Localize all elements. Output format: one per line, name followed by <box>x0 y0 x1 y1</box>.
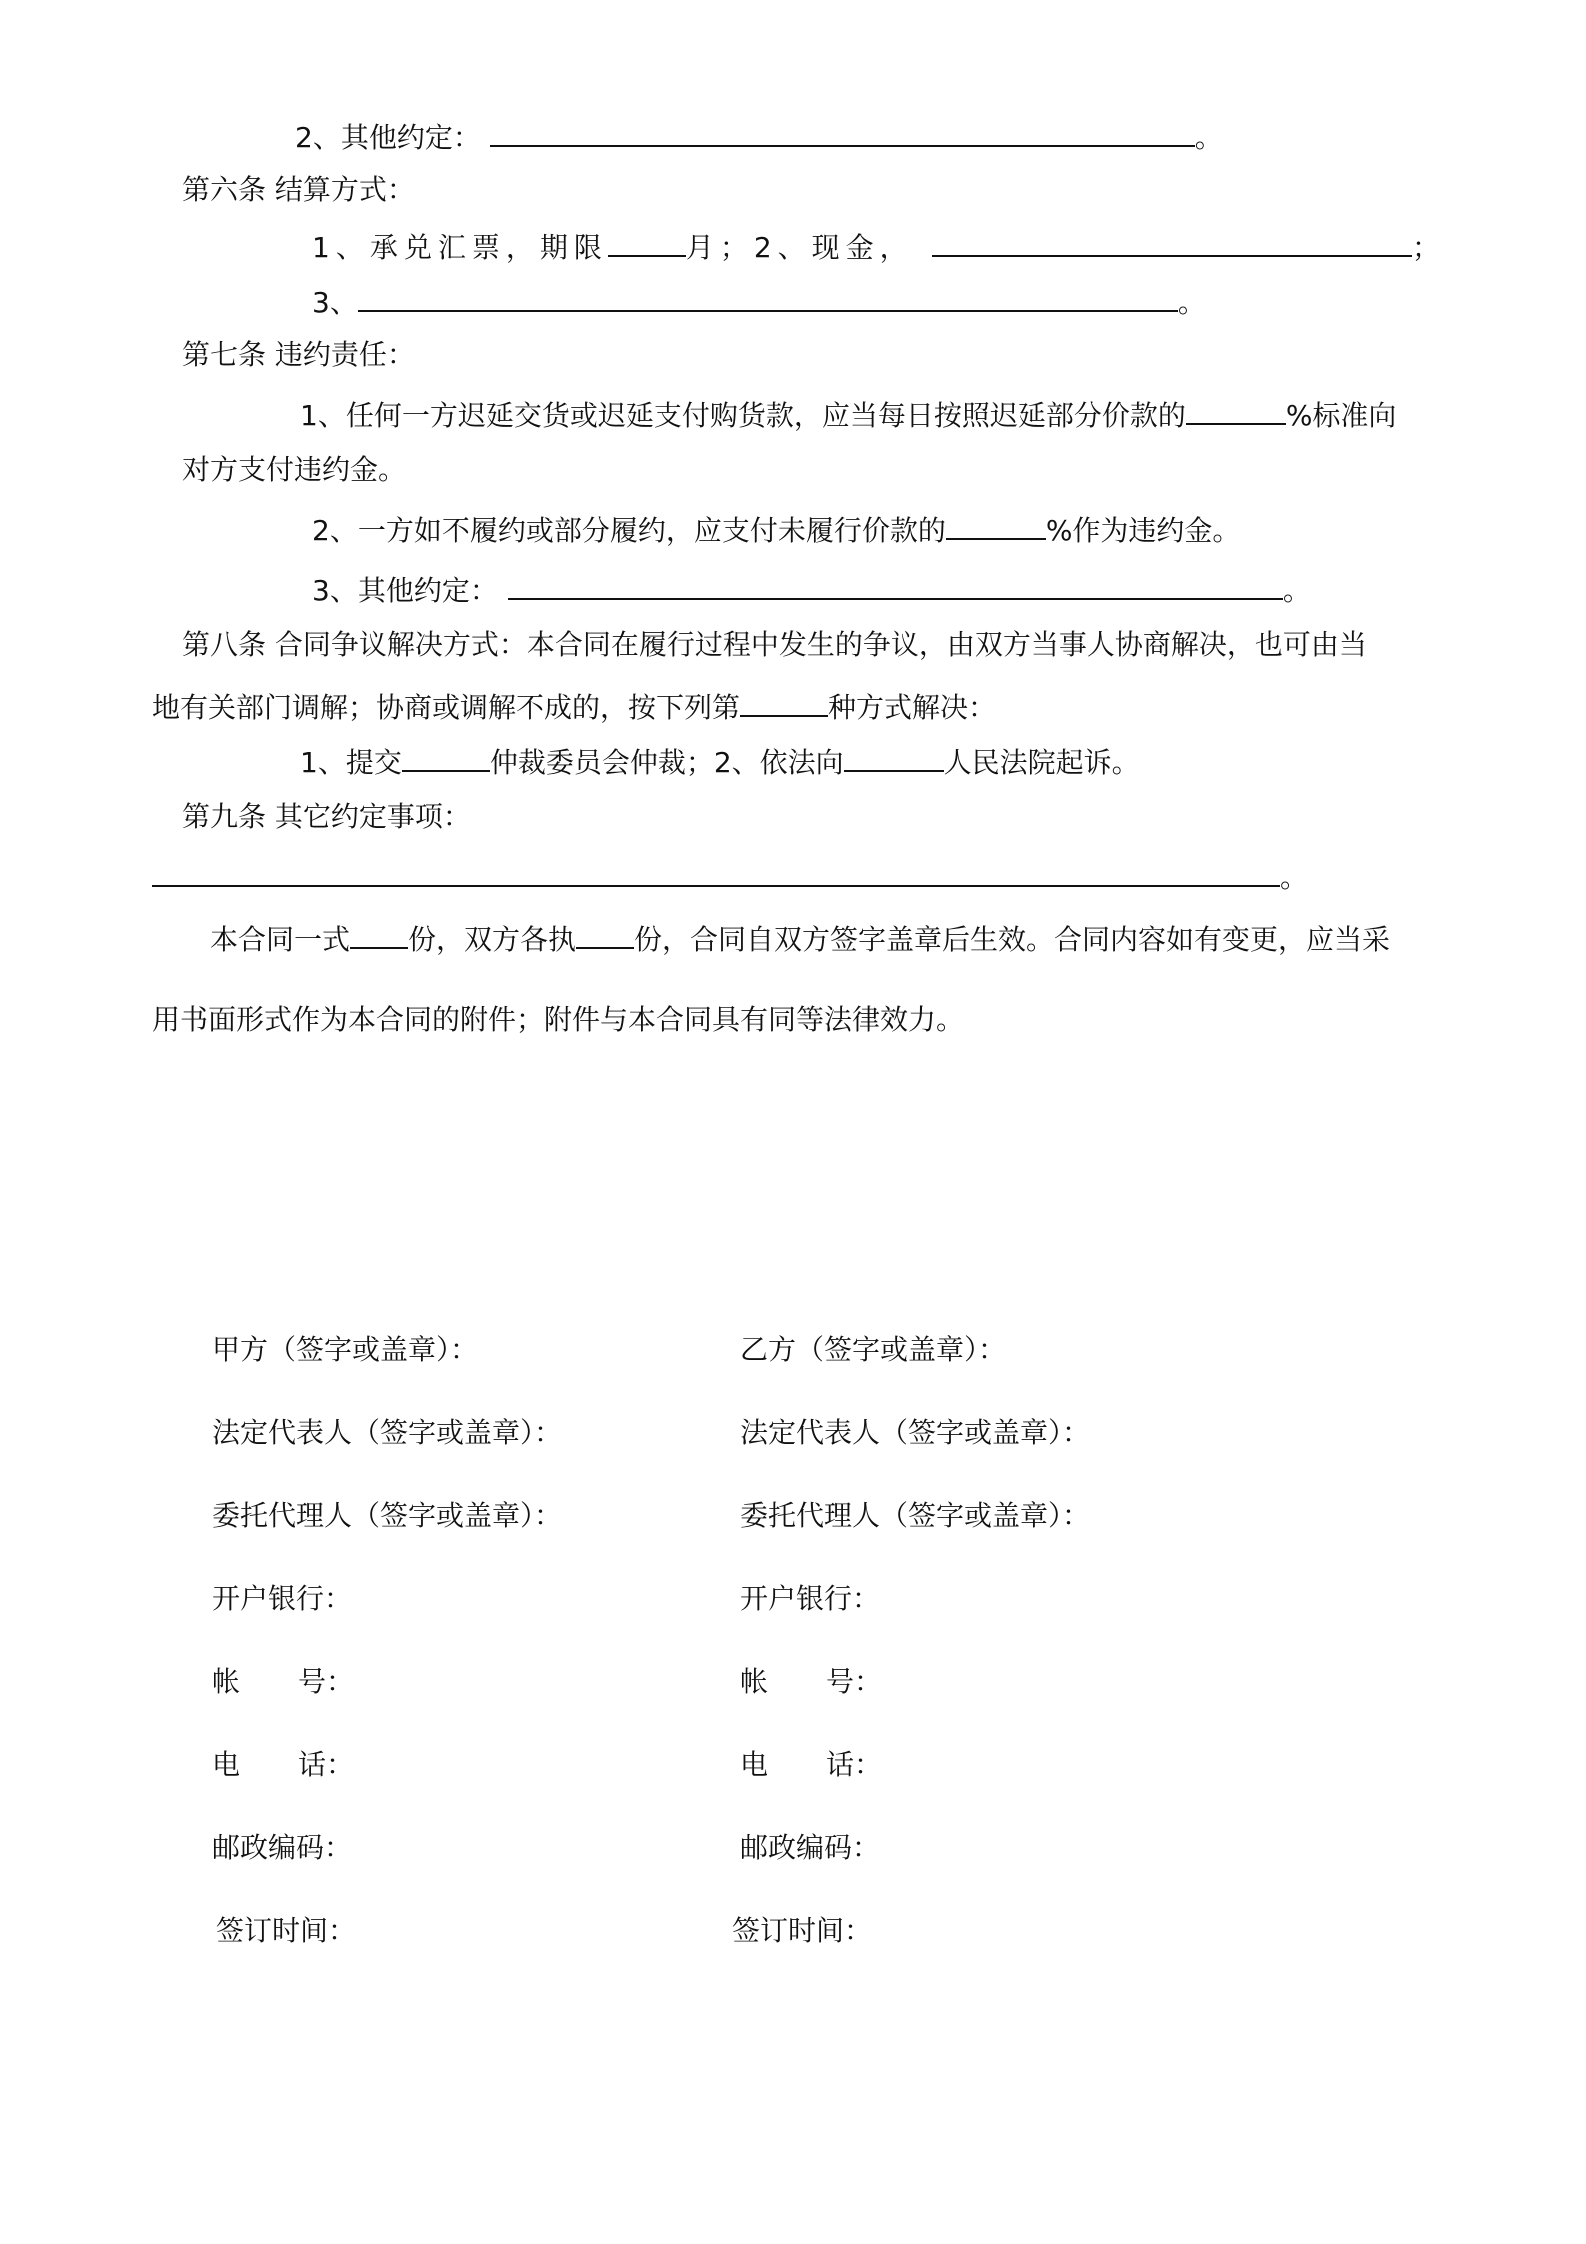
party-a-phone <box>212 1745 354 1785</box>
delay-penalty-text: 1、任何一方迟延交货或迟延支付购货款，应当每日按照迟延部分价款的 <box>300 399 1186 432</box>
article-6-item-1 <box>312 225 914 265</box>
party-a-agent: 委托代理人（签字或盖章）： <box>212 1499 563 1532</box>
article-7-item-1-cont: 对方支付违约金。 <box>182 453 407 486</box>
breach-penalty-rate-blank[interactable] <box>946 508 1046 540</box>
other-terms-blank[interactable] <box>490 115 1195 147</box>
cash-label: 月；2、现金， <box>685 231 914 264</box>
cash-end: ； <box>1412 231 1441 264</box>
other-terms-label: 2、其他约定： <box>295 121 481 154</box>
article-7-other-label: 3、其他约定： <box>312 574 498 607</box>
arbitration-label: 1、提交 <box>300 746 402 779</box>
dispute-method-text: 地有关部门调解；协商或调解不成的，按下列第 <box>152 691 741 724</box>
party-a-phone-char-1: 电 <box>212 1748 241 1781</box>
article-9-end: 。 <box>1280 861 1309 894</box>
copies-effect-text: 份，合同自双方签字盖章后生效。合同内容如有变更，应当采 <box>634 923 1391 956</box>
copies-line-cont: 用书面形式作为本合同的附件；附件与本合同具有同等法律效力。 <box>152 1003 965 1036</box>
article-8-text-2 <box>152 685 996 725</box>
party-b-legal-rep: 法定代表人（签字或盖章）： <box>740 1416 1091 1449</box>
article-8-item-1 <box>300 740 1140 780</box>
party-b-sign-date: 签订时间： <box>732 1914 873 1947</box>
article-9-blank[interactable] <box>152 855 1280 887</box>
breach-penalty-text: 2、一方如不履约或部分履约，应支付未履行价款的 <box>312 514 946 547</box>
copies-line <box>210 917 1390 957</box>
party-b-phone-char-2: 话： <box>826 1748 883 1781</box>
court-suffix: 人民法院起诉。 <box>943 746 1140 779</box>
acceptance-bill-label: 1、承兑汇票，期限 <box>312 231 608 264</box>
cash-blank-line <box>932 225 1440 265</box>
arbitration-blank[interactable] <box>402 740 490 772</box>
cash-blank[interactable] <box>932 225 1412 257</box>
copies-each-blank[interactable] <box>576 917 634 949</box>
article-6-title: 第六条 结算方式： <box>182 173 415 206</box>
party-a-phone-char-2: 话： <box>298 1748 355 1781</box>
article-8-text-1: 第八条 合同争议解决方式：本合同在履行过程中发生的争议，由双方当事人协商解决，也可由当 <box>182 628 1367 661</box>
other-terms-end: 。 <box>1194 121 1223 154</box>
article-7-other-blank[interactable] <box>508 568 1283 600</box>
court-blank[interactable] <box>844 740 944 772</box>
article-6-item-3 <box>312 280 1206 320</box>
item-3-label: 3、 <box>312 286 358 319</box>
article-7-title: 第七条 违约责任： <box>182 338 415 371</box>
article-9-title: 第九条 其它约定事项： <box>182 800 471 833</box>
party-b-bank: 开户银行： <box>740 1582 881 1615</box>
item-3-blank[interactable] <box>358 280 1178 312</box>
item-3-end: 。 <box>1177 286 1206 319</box>
party-a-account <box>212 1662 354 1702</box>
party-b-account <box>740 1662 882 1702</box>
party-a-sign-date: 签订时间： <box>216 1914 357 1947</box>
article-7-other-end: 。 <box>1282 574 1311 607</box>
party-b-postcode: 邮政编码： <box>740 1831 881 1864</box>
party-b-agent: 委托代理人（签字或盖章）： <box>740 1499 1091 1532</box>
delay-penalty-rate-blank[interactable] <box>1186 393 1286 425</box>
party-b-account-char-2: 号： <box>826 1665 883 1698</box>
copies-each-label: 份，双方各执 <box>408 923 577 956</box>
dispute-method-blank[interactable] <box>740 685 828 717</box>
party-a-label: 甲方（签字或盖章）： <box>212 1333 479 1366</box>
party-a-bank: 开户银行： <box>212 1582 353 1615</box>
breach-penalty-rate-suffix: %作为违约金。 <box>1045 514 1241 547</box>
other-terms-line <box>295 115 1223 155</box>
copies-total-label: 本合同一式 <box>210 923 351 956</box>
article-9-blank-line <box>152 855 1308 895</box>
article-7-item-2 <box>312 508 1240 548</box>
court-label: 仲裁委员会仲裁；2、依法向 <box>489 746 844 779</box>
dispute-method-suffix: 种方式解决： <box>828 691 997 724</box>
bill-term-blank[interactable] <box>608 225 686 257</box>
article-7-item-1 <box>300 393 1396 433</box>
party-a-account-char-1: 帐 <box>212 1665 241 1698</box>
party-a-legal-rep: 法定代表人（签字或盖章）： <box>212 1416 563 1449</box>
party-b-label: 乙方（签字或盖章）： <box>740 1333 1007 1366</box>
party-a-account-char-2: 号： <box>298 1665 355 1698</box>
article-7-item-3 <box>312 568 1311 608</box>
copies-total-blank[interactable] <box>350 917 408 949</box>
delay-penalty-rate-suffix: %标准向 <box>1285 399 1397 432</box>
party-b-phone <box>740 1745 882 1785</box>
party-b-account-char-1: 帐 <box>740 1665 769 1698</box>
party-a-postcode: 邮政编码： <box>212 1831 353 1864</box>
party-b-phone-char-1: 电 <box>740 1748 769 1781</box>
